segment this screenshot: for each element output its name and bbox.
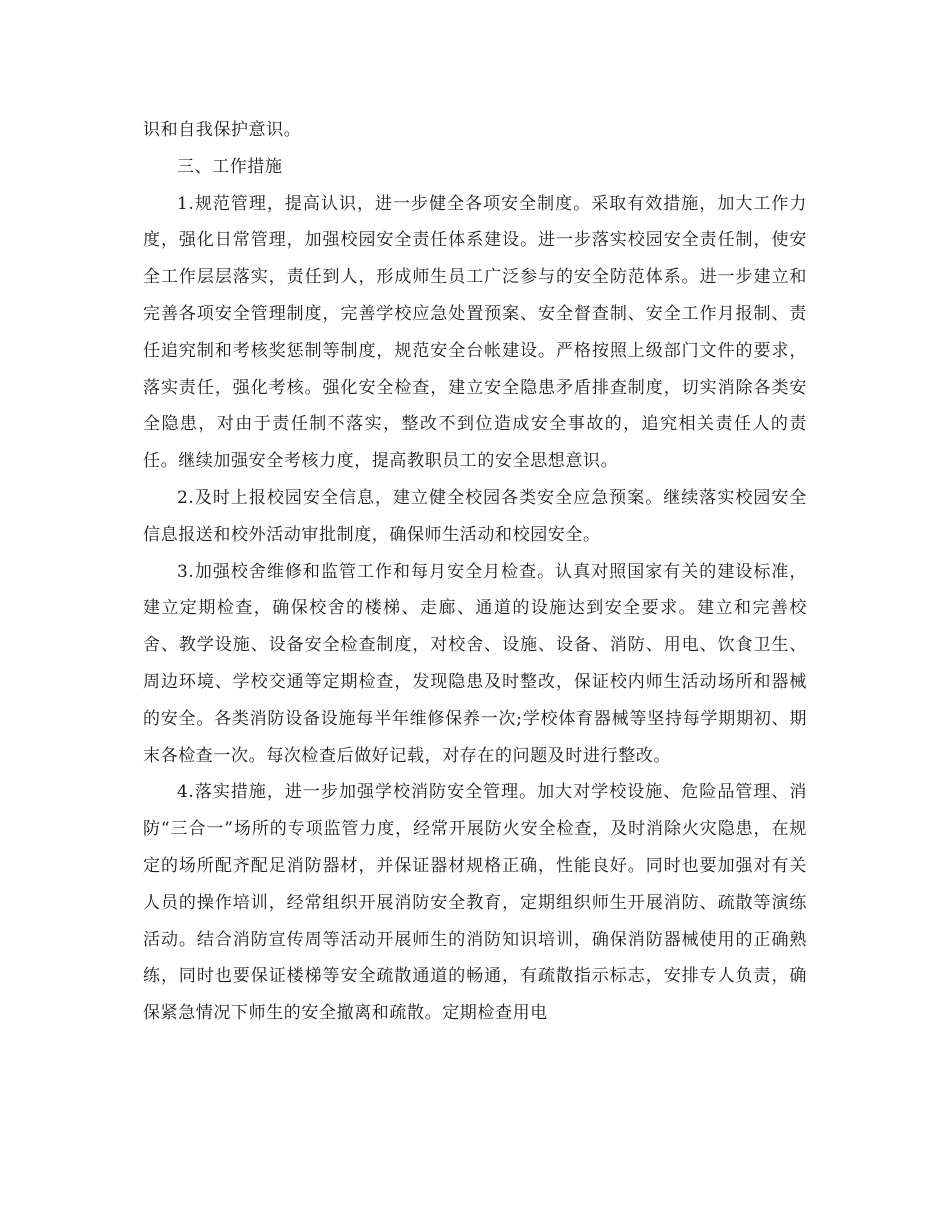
paragraph-measure-1: 1.规范管理，提高认识，进一步健全各项安全制度。采取有效措施，加大工作力度，强化日常管理，加强校园安全责任体系建设。进一步落实校园安全责任制，使安全工作层层落实，责任到人，形成师生员工广泛参与的安全防范体系。进一步建立和完善各项安全管理制度，完善学校应急处置预案、安全督查制、安全工作月报制、责任追究制和考核奖惩制等制度，规范安全台帐建设。严格按照上级部门文件的要求，落实责任，强化考核。强化安全检查，建立安全隐患矛盾排查制度，切实消除各类安全隐患，对由于责任制不落实，整改不到位造成安全事故的，追究相关责任人的责任。继续加强安全考核力度，提高教职员工的安全思想意识。 — [143, 193, 807, 472]
paragraph-measure-3: 3.加强校舍维修和监管工作和每月安全月检查。认真对照国家有关的建设标准，建立定期检查，确保校舍的楼梯、走廊、通道的设施达到安全要求。建立和完善校舍、教学设施、设备安全检查制度，对校舍、设施、设备、消防、用电、饮食卫生、周边环境、学校交通等定期检查，发现隐患及时整改，保证校内师生活动场所和器械的安全。各类消防设备设施每半年维修保养一次;学校体育器械等坚持每学期期初、期末各检查一次。每次检查后做好记载，对存在的问题及时进行整改。 — [143, 561, 807, 766]
paragraph-measure-2: 2.及时上报校园安全信息，建立健全校园各类安全应急预案。继续落实校园安全信息报送和校外活动审批制度，确保师生活动和校园安全。 — [143, 487, 807, 545]
section-heading: 三、工作措施 — [177, 156, 283, 177]
document-body — [143, 112, 807, 1032]
paragraph-continuation: 识和自我保护意识。 — [143, 120, 302, 140]
paragraph-measure-4: 4.落实措施，进一步加强学校消防安全管理。加大对学校设施、危险品管理、消防“三合一”场所的专项监管力度，经常开展防火安全检查，及时消除火灾隐患，在规定的场所配齐配足消防器材，并保证器材规格正确，性能良好。同时也要加强对有关人员的操作培训，经常组织开展消防安全教育，定期组织师生开展消防、疏散等演练活动。结合消防宣传周等活动开展师生的消防知识培训，确保消防器械使用的正确熟练，同时也要保证楼梯等安全疏散通道的畅通，有疏散指示标志，安排专人负责，确保紧急情况下师生的安全撤离和疏散。定期检查用电 — [143, 782, 807, 1024]
